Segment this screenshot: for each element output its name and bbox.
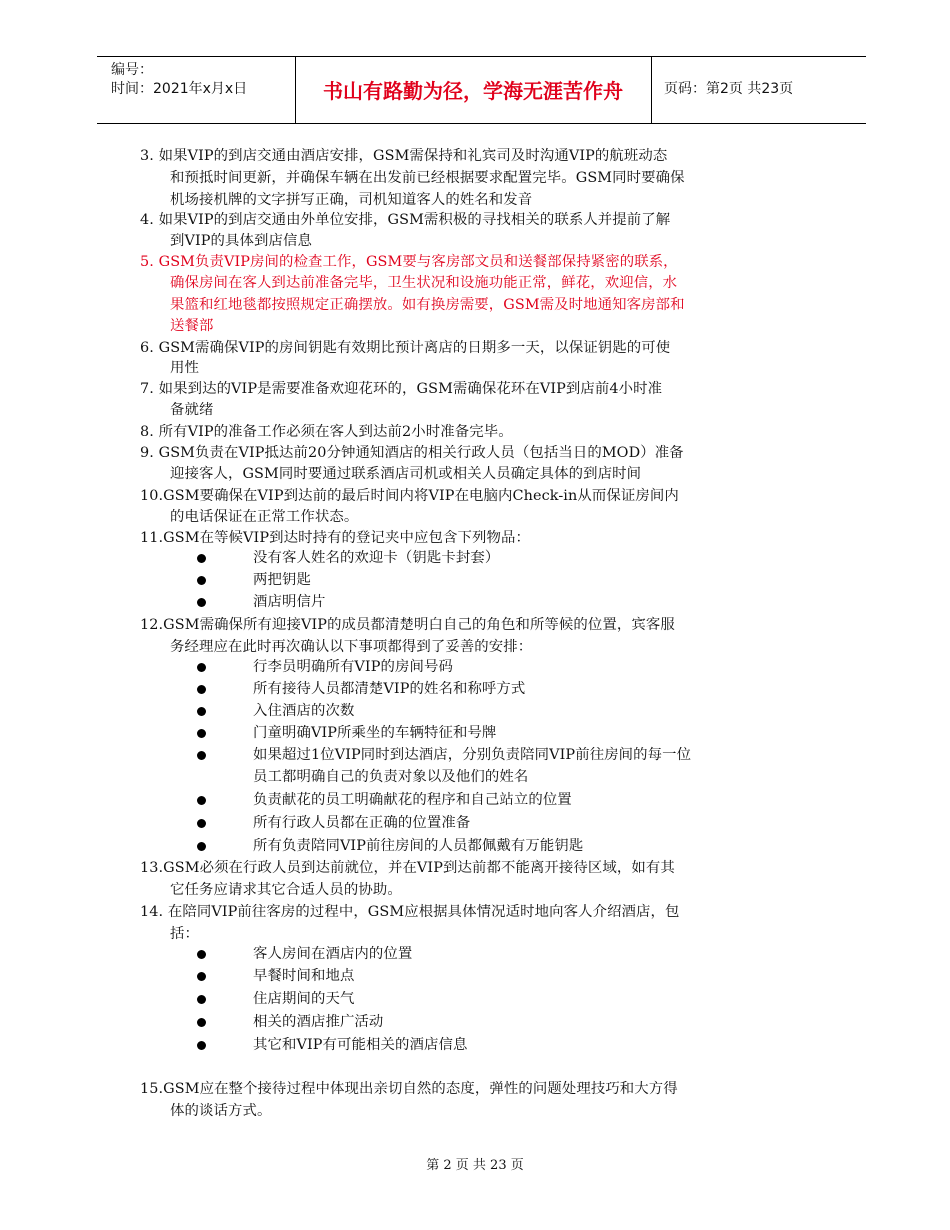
bullet-icon [197,972,206,981]
bullet-icon [197,950,206,959]
item-3-line-1: 3. 如果VIP的到店交通由酒店安排，GSM需保持和礼宾司及时沟通VIP的航班动态 [140,148,668,164]
item-12-line-2: 务经理应在此时再次确认以下事项都得到了妥善的安排： [170,639,533,655]
item-9-line-2: 迎接客人，GSM同时要通过联系酒店司机或相关人员确定具体的到店时间 [170,466,642,482]
bullet-icon [197,729,206,738]
item-13-line-1: 13.GSM必须在行政人员到达前就位，并在VIP到达前都不能离开接待区域，如有其 [140,860,675,876]
item-12-bullet-6: 负责献花的员工明确献花的程序和自己站立的位置 [253,792,572,808]
item-14-bullet-3: 住店期间的天气 [253,991,355,1007]
page-footer: 第 2 页 共 23 页 [426,1158,524,1173]
header-meta-cell [97,57,296,123]
item-12-bullet-1: 行李员明确所有VIP的房间号码 [253,659,453,675]
page-header [97,56,866,124]
item-5-line-1: 5. GSM负责VIP房间的检查工作，GSM要与客房部文员和送餐部保持紧密的联系， [140,254,678,270]
item-6-line-1: 6. GSM需确保VIP的房间钥匙有效期比预计离店的日期多一天，以保证钥匙的可使 [140,340,671,356]
header-motto: 书山有路勤为径，学海无涯苦作舟 [323,79,623,103]
item-5-line-4: 送餐部 [170,318,214,334]
header-motto-cell [295,57,652,123]
serial-number-label: 编号： [111,62,153,78]
item-12-bullet-3: 入住酒店的次数 [253,703,355,719]
item-12-bullet-5: 如果超过1位VIP同时到达酒店，分别负责陪同VIP前往房间的每一位 [253,747,692,763]
item-8-line-1: 8. 所有VIP的准备工作必须在客人到达前2小时准备完毕。 [140,424,513,440]
item-5-line-2: 确保房间在客人到达前准备完毕，卫生状况和设施功能正常，鲜花，欢迎信，水 [170,275,678,291]
item-10-line-1: 10.GSM要确保在VIP到达前的最后时间内将VIP在电脑内Check-in从而保证房间内 [140,488,679,504]
item-12-bullet-2: 所有接待人员都清楚VIP的姓名和称呼方式 [253,681,526,697]
item-14-bullet-4: 相关的酒店推广活动 [253,1014,384,1030]
item-4-line-1: 4. 如果VIP的到店交通由外单位安排，GSM需积极的寻找相关的联系人并提前了解 [140,212,671,228]
item-11-line-1: 11.GSM在等候VIP到达时持有的登记夹中应包含下列物品： [140,530,530,546]
item-10-line-2: 的电话保证在正常工作状态。 [170,509,359,525]
item-14-bullet-5: 其它和VIP有可能相关的酒店信息 [253,1037,468,1053]
item-12-bullet-7: 所有行政人员都在正确的位置准备 [253,815,471,831]
bullet-icon [197,685,206,694]
item-11-bullet-3: 酒店明信片 [253,594,326,610]
bullet-icon [197,751,206,760]
header-page-cell [652,57,866,123]
item-9-line-1: 9. GSM负责在VIP抵达前20分钟通知酒店的相关行政人员（包括当日的MOD）准备 [140,445,684,461]
bullet-icon [197,663,206,672]
item-7-line-2: 备就绪 [170,402,214,418]
date-line: 时间：2021年x月x日 [111,81,248,97]
bullet-icon [197,1018,206,1027]
bullet-icon [197,796,206,805]
bullet-icon [197,554,206,563]
item-5-line-3: 果篮和红地毯都按照规定正确摆放。如有换房需要，GSM需及时地通知客房部和 [170,297,685,313]
item-14-bullet-2: 早餐时间和地点 [253,968,355,984]
item-11-bullet-2: 两把钥匙 [253,572,311,588]
header-page-info: 页码：第2页 共23页 [664,81,794,97]
bullet-icon [197,576,206,585]
item-12-bullet-8: 所有负责陪同VIP前往房间的人员都佩戴有万能钥匙 [253,838,584,854]
item-6-line-2: 用性 [170,360,199,376]
item-3-line-3: 机场接机牌的文字拼写正确，司机知道客人的姓名和发音 [170,192,533,208]
item-3-line-2: 和预抵时间更新，并确保车辆在出发前已经根据要求配置完毕。GSM同时要确保 [170,170,685,186]
item-11-bullet-1: 没有客人姓名的欢迎卡（钥匙卡封套） [253,550,500,566]
bullet-icon [197,1041,206,1050]
bullet-icon [197,598,206,607]
item-12-bullet-5-cont: 员工都明确自己的负责对象以及他们的姓名 [253,769,529,785]
item-15-line-2: 体的谈话方式。 [170,1103,272,1119]
bullet-icon [197,707,206,716]
bullet-icon [197,995,206,1004]
bullet-icon [197,842,206,851]
item-14-line-2: 括： [170,926,199,942]
item-13-line-2: 它任务应请求其它合适人员的协助。 [170,882,402,898]
item-12-line-1: 12.GSM需确保所有迎接VIP的成员都清楚明白自己的角色和所等候的位置，宾客服 [140,617,675,633]
item-14-bullet-1: 客人房间在酒店内的位置 [253,946,413,962]
item-14-line-1: 14. 在陪同VIP前往客房的过程中，GSM应根据具体情况适时地向客人介绍酒店，包 [140,904,680,920]
item-12-bullet-4: 门童明确VIP所乘坐的车辆特征和号牌 [253,725,497,741]
item-4-line-2: 到VIP的具体到店信息 [170,233,312,249]
item-7-line-1: 7. 如果到达的VIP是需要准备欢迎花环的，GSM需确保花环在VIP到店前4小时准 [140,381,663,397]
bullet-icon [197,819,206,828]
item-15-line-1: 15.GSM应在整个接待过程中体现出亲切自然的态度，弹性的问题处理技巧和大方得 [140,1081,678,1097]
